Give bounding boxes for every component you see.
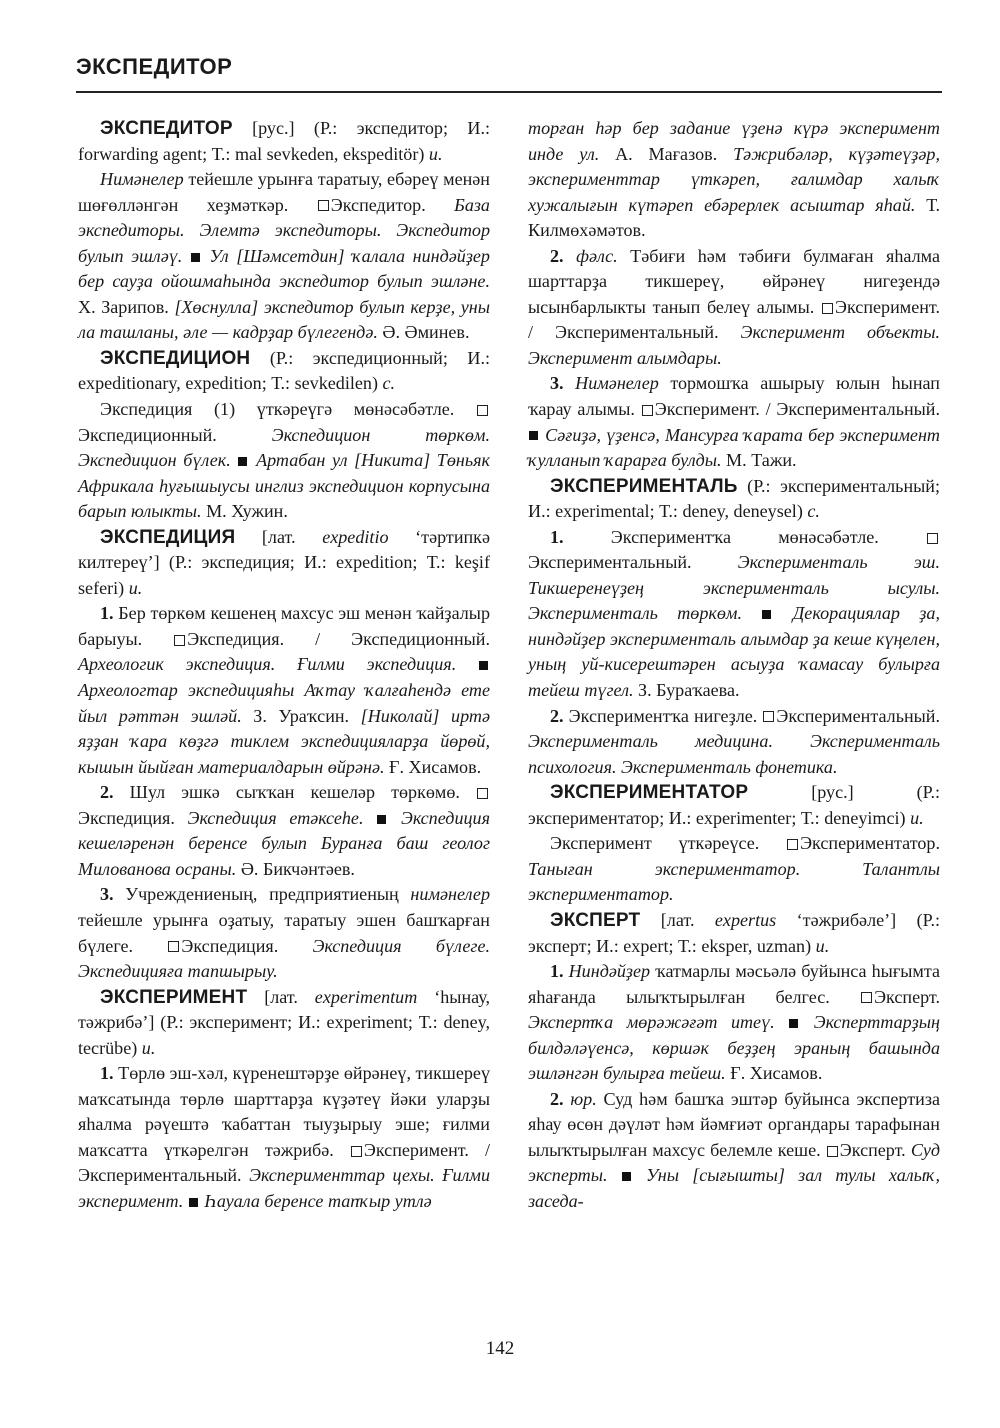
sense-3: 3. Учреждениеның, предприятиеның нимәнелер тейешле урынға оҙатыу, таратыу эшен башҡарған бүлеге. Экспедиция. Экспедиция бүлеге. Экспедицияға тапшырыу.: [78, 884, 491, 982]
entry-ekspeditor: ЭКСПЕДИТОР [рус.] (Р.: экспедитор; И.: forwarding agent; Т.: mal sevkeden, ekspeditör) и.: [78, 118, 490, 164]
hollow-square-icon: [827, 1146, 838, 1157]
filled-square-icon: [479, 661, 488, 670]
filled-square-icon: [191, 253, 200, 262]
filled-square-icon: [529, 431, 538, 440]
header-rule: [76, 91, 942, 93]
hollow-square-icon: [351, 1146, 362, 1157]
sense-3: 3. Нимәнелер тормошҡа ашырыу юлын һынап ҡарау алымы. Эксперимент. / Экспериментальный. Сәғиҙә, үҙенсә, Мансурға ҡарата бер эксперимент ҡулланып ҡарарға булды. М. Тажи.: [528, 373, 940, 471]
sense-1: 1. Ниндәйҙер ҡатмарлы мәсьәлә буйынса һығымта яһағанда ылыҡтырылған белгес. Эксперт. Экспертҡа мөрәжәғәт итеү. Эксперттарҙың билдәләүенсә, көршәк беҙҙең эраның башында эшләнгән булырға тейеш. Ғ. Хисамов.: [528, 961, 941, 1084]
filled-square-icon: [377, 815, 386, 824]
right-column: [528, 116, 940, 1215]
filled-square-icon: [189, 1198, 198, 1207]
page-number: 142: [485, 1338, 515, 1359]
hollow-square-icon: [763, 711, 774, 722]
hollow-square-icon: [787, 839, 798, 850]
filled-square-icon: [238, 457, 247, 466]
left-column: [78, 116, 490, 1215]
entry-eksperimentator: ЭКСПЕРИМЕНТАТОР [рус.] (Р.: экспериментатор; И.: experimenter; Т.: deneyimci) и.: [528, 782, 940, 828]
entry-ekspeditsiya: ЭКСПЕДИЦИЯ [лат. expeditio ‘тәртипкә килтереү’] (Р.: экспедиция; И.: expedition; Т.: keşif seferi) и.: [78, 526, 491, 598]
entry-ekspert: ЭКСПЕРТ [лат. expertus ‘тәжрибәле’] (Р.: эксперт; И.: expert; Т.: eksper, uzman) и.: [528, 909, 940, 956]
continuation-paragraph: торған һәр бер задание үҙенә күрә эксперимент инде ул. А. Мағазов. Тәжрибәләр, күҙәтеүҙәр, эксперименттар үткәреп, ғалимдар халыҡ хужалығын күтәреп ебәрерлек асыштар яһай. Т. Килмөхәмәтов.: [528, 118, 940, 241]
hollow-square-icon: [642, 405, 653, 416]
running-header: ЭКСПЕДИТОР: [76, 54, 233, 79]
definition-paragraph: Эксперимент үткәреүсе. Экспериментатор. Таныған экспериментатор. Талантлы экспериментатор.: [528, 833, 940, 905]
entry-eksperiment: ЭКСПЕРИМЕНТ [лат. experimentum ‘һынау, тәжрибә’] (Р.: эксперимент; И.: experiment; Т.: deney, tecrübe) и.: [78, 986, 490, 1058]
hollow-square-icon: [861, 992, 872, 1003]
hollow-square-icon: [822, 303, 833, 314]
sense-1: 1. Төрлө эш-хәл, күренештәрҙе өйрәнеү, тикшереү маҡсатында төрлө шарттарҙа күҙәтеү йәки уларҙы яһалма рәүештә ҡабаттан тыуҙырыу эше; ғилми маҡсатта үткәрелгән тәжрибә. Эксперимент. / Экспериментальный. Эксперименттар цехы. Ғилми эксперимент. Һауала беренсе тапҡыр утлә: [78, 1063, 491, 1211]
entry-ekspeditsion: ЭКСПЕДИЦИОН (Р.: экспедиционный; И.: expeditionary, expedition; Т.: sevkedilen) с.: [78, 347, 490, 394]
filled-square-icon: [622, 1172, 631, 1181]
entry-eksperimental: ЭКСПЕРИМЕНТАЛЬ (Р.: экспериментальный; И.: experimental; Т.: deney, deneysel) с.: [528, 475, 940, 522]
filled-square-icon: [789, 1019, 798, 1028]
sense-2: 2. юр. Суд һәм башҡа эштәр буйынса экспертиза яһау өсөн дәүләт һәм йәмғиәт органдары тарафынан ылыҡтырылған махсус белемле кеше. Эксперт. Суд эксперты. Уны [сығышты] зал тулы халыҡ, заседа-: [528, 1088, 941, 1211]
hollow-square-icon: [168, 941, 179, 952]
filled-square-icon: [762, 610, 771, 619]
definition-paragraph: Нимәнелер тейешле урынға таратыу, ебәреү менән шөғөлләнгән хеҙмәткәр. Экспедитор. База экспедиторы. Элемтә экспедиторы. Экспедитор булып эшләү. Ул [Шәмсетдин] ҡалала ниндәйҙер бер сауҙа ойошмаһында экспедитор булып эшләне. Х. Зарипов. [Хөснулла] экспедитор булып керҙе, уны ла ташланы, әле — кадрҙар бүлегендә. Ә. Әминев.: [78, 169, 490, 343]
definition-paragraph: Экспедиция (1) үткәреүгә мөнәсәбәтле. Экспедиционный. Экспедицион төркөм. Экспедицион бүлек. Артабан ул [Никита] Төньяк Африкала һуғышыусы инглиз экспедицион корпусына барып юлыкты. М. Хужин.: [78, 399, 490, 522]
hollow-square-icon: [927, 533, 938, 544]
hollow-square-icon: [318, 200, 329, 211]
sense-2: 2. Экспериментҡа нигеҙле. Экспериментальный. Эксперименталь медицина. Эксперименталь психология. Эксперименталь фонетика.: [528, 705, 940, 777]
hollow-square-icon: [477, 788, 488, 799]
sense-1: 1. Экспериментҡа мөнәсәбәтле. Экспериментальный. Эксперименталь эш. Тикшеренеүҙең эксперименталь ысулы. Эксперименталь төркөм. Декорациялар ҙа, ниндәйҙер эксперименталь алымдар ҙа кеше күңелен, уның уй-кисерештәрен асыуҙа ҡамасау булырға тейеш түгел. З. Бураҡаева.: [528, 526, 940, 701]
sense-2: 2. фәлс. Тәбиғи һәм тәбиғи булмаған яһалма шарттарҙа тикшереү, өйрәнеү нигеҙендә ысынбарлыкты танып белеү алымы. Эксперимент. / Экспериментальный. Эксперимент объекты. Эксперимент алымдары.: [528, 245, 940, 368]
sense-1: 1. Бер төркөм кешенең махсус эш менән ҡайҙалыр барыуы. Экспедиция. / Экспедиционный. Археологик экспедиция. Ғилми экспедиция. Археологтар экспедицияһы Аҡтау ҡалғаһендә ете йыл рәттән эшләй. З. Ураҡсин. [Николай] иртә яҙҙан ҡара көҙгә тиклем экспедицияларҙа йөрөй, кышын йыйған материалдарын өйрәнә. Ғ. Хисамов.: [78, 603, 490, 777]
hollow-square-icon: [174, 635, 185, 646]
sense-2: 2. Шул эшкә сыҡҡан кешеләр төркөмө. Экспедиция. Экспедиция етәксеһе. Экспедиция кешеләренән беренсе булып Буранға баш геолог Милованова осраны. Ә. Бикчәнтәев.: [78, 782, 490, 879]
hollow-square-icon: [477, 405, 488, 416]
